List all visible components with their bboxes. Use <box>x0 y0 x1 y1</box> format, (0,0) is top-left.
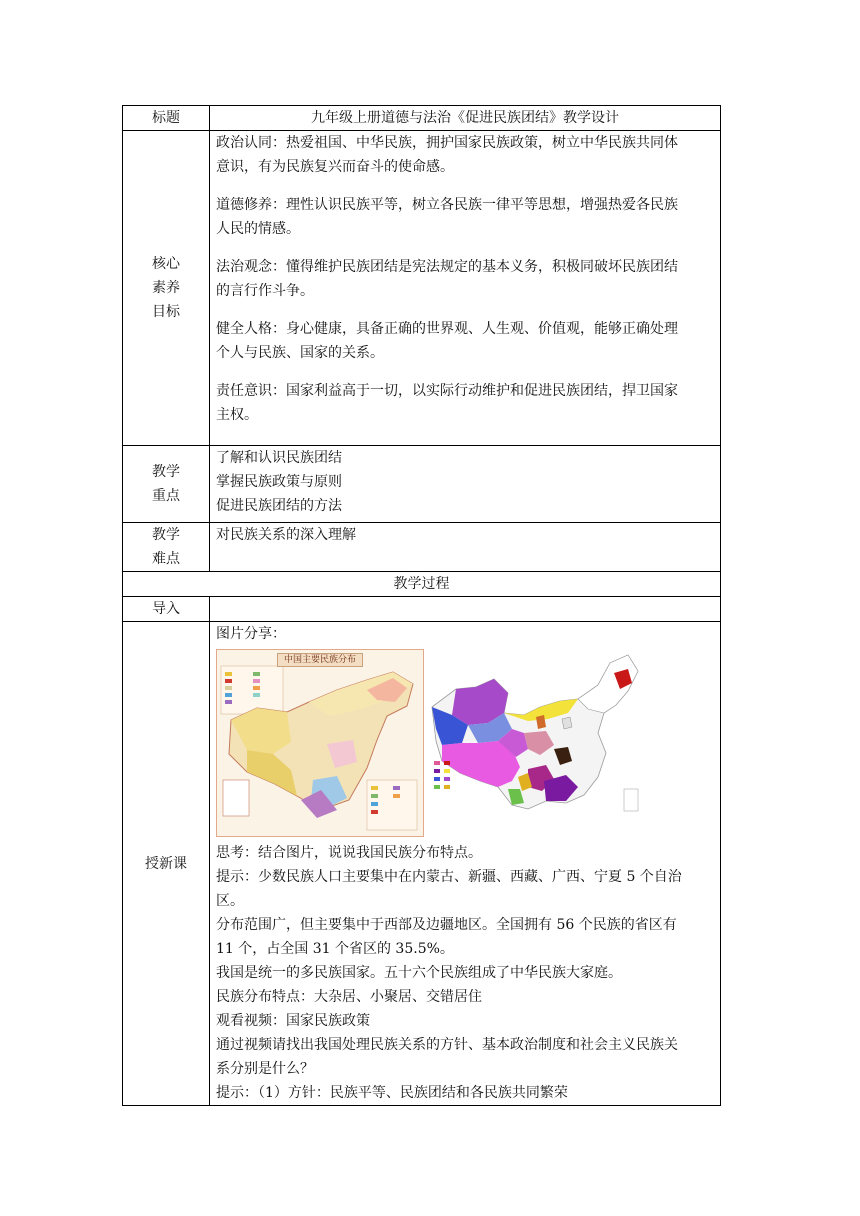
text-line: 通过视频请找出我国处理民族关系的方针、基本政治制度和社会主义民族关 <box>216 1037 678 1053</box>
goal-moral <box>216 193 714 241</box>
new-lesson-row <box>123 622 721 1106</box>
process-title: 教学过程 <box>123 572 721 597</box>
goal-personality <box>216 317 714 365</box>
text-line: 民族分布特点：大杂居、小聚居、交错居住 <box>216 989 482 1005</box>
text-line: 法治观念：懂得维护民族团结是宪法规定的基本义务，积极同破坏民族团结 <box>216 259 678 275</box>
text-line: 个人与民族、国家的关系。 <box>216 345 384 361</box>
difficulties-label <box>123 523 210 572</box>
goal-political <box>216 131 714 179</box>
intro-label: 导入 <box>123 597 210 622</box>
key-points-row <box>123 446 721 523</box>
text-line: 提示：少数民族人口主要集中在内蒙古、新疆、西藏、广西、宁夏 5 个自治 <box>216 869 682 885</box>
colored-ethnic-map <box>428 649 644 827</box>
text-line: 健全人格：身心健康，具备正确的世界观、人生观、价值观，能够正确处理 <box>216 321 678 337</box>
text-line: 系分别是什么？ <box>216 1061 314 1077</box>
map-title: 中国主要民族分布 <box>277 653 363 667</box>
label-line: 教学 <box>152 464 180 480</box>
text-line: 思考：结合图片，说说我国民族分布特点。 <box>216 845 482 861</box>
text-line: 11 个，占全国 31 个省区的 35.5%。 <box>216 941 454 957</box>
image-caption: 图片分享： <box>216 626 286 642</box>
label-line: 核心 <box>152 256 180 272</box>
key-points-content <box>210 446 721 523</box>
label-line: 素养 <box>152 280 180 296</box>
lesson-plan-table <box>122 105 721 1106</box>
key-points-label <box>123 446 210 523</box>
list-item: 掌握民族政策与原则 <box>216 474 342 490</box>
list-item: 对民族关系的深入理解 <box>216 527 356 543</box>
text-line: 意识，有为民族复兴而奋斗的使命感。 <box>216 159 454 175</box>
label-line: 重点 <box>152 488 180 504</box>
new-lesson-content <box>210 622 721 1106</box>
list-item: 了解和认识民族团结 <box>216 450 342 466</box>
ethnic-distribution-map <box>216 649 424 837</box>
map-images <box>216 649 714 837</box>
map-illustration <box>217 650 423 836</box>
label-line: 教学 <box>152 527 180 543</box>
label-line: 目标 <box>152 304 180 320</box>
goal-law <box>216 255 714 303</box>
text-line: 的言行作斗争。 <box>216 283 314 299</box>
label-line: 难点 <box>152 551 180 567</box>
text-line: 人民的情感。 <box>216 221 300 237</box>
list-item: 促进民族团结的方法 <box>216 498 342 514</box>
difficulties-row <box>123 523 721 572</box>
text-line: 责任意识：国家利益高于一切，以实际行动维护和促进民族团结，捍卫国家 <box>216 383 678 399</box>
text-line: 观看视频：国家民族政策 <box>216 1013 370 1029</box>
new-lesson-label: 授新课 <box>123 622 210 1106</box>
core-goals-label <box>123 131 210 446</box>
process-row <box>123 572 721 597</box>
lesson-title: 九年级上册道德与法治《促进民族团结》教学设计 <box>210 106 721 131</box>
intro-row <box>123 597 721 622</box>
goal-responsibility <box>216 379 714 427</box>
title-label: 标题 <box>123 106 210 131</box>
text-line: 我国是统一的多民族国家。五十六个民族组成了中华民族大家庭。 <box>216 965 622 981</box>
intro-content <box>210 597 721 622</box>
text-line: 道德修养：理性认识民族平等，树立各民族一律平等思想，增强热爱各民族 <box>216 197 678 213</box>
text-line: 提示：（1）方针：民族平等、民族团结和各民族共同繁荣 <box>216 1085 568 1101</box>
core-goals-row <box>123 131 721 446</box>
core-goals-content <box>210 131 721 446</box>
text-line: 主权。 <box>216 407 258 423</box>
text-line: 政治认同：热爱祖国、中华民族，拥护国家民族政策，树立中华民族共同体 <box>216 135 678 151</box>
title-row <box>123 106 721 131</box>
text-line: 区。 <box>216 893 244 909</box>
difficulties-content <box>210 523 721 572</box>
text-line: 分布范围广，但主要集中于西部及边疆地区。全国拥有 56 个民族的省区有 <box>216 917 677 933</box>
